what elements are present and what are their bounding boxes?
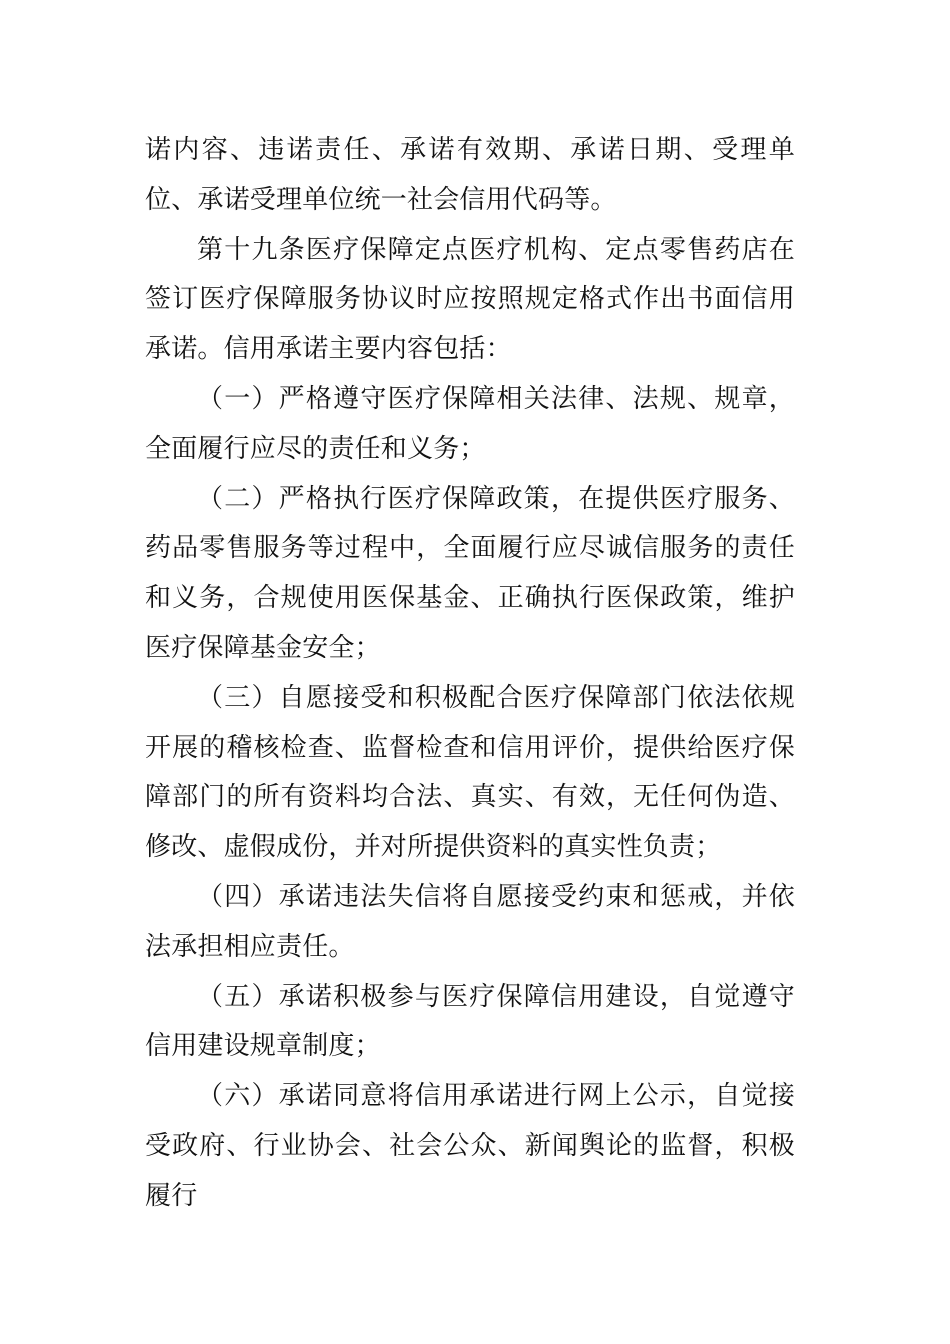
paragraph-item-1: （一）严格遵守医疗保障相关法律、法规、规章，全面履行应尽的责任和义务； (145, 383, 795, 464)
paragraph-item-5: （五）承诺积极参与医疗保障信用建设，自觉遵守信用建设规章制度； (145, 981, 795, 1062)
paragraph-continuation: 诺内容、违诺责任、承诺有效期、承诺日期、受理单位、承诺受理单位统一社会信用代码等。 (145, 135, 795, 215)
paragraph-item-4: （四）承诺违法失信将自愿接受约束和惩戒，并依法承担相应责任。 (145, 881, 795, 962)
paragraph-item-3: （三）自愿接受和积极配合医疗保障部门依法依规开展的稽核检查、监督检查和信用评价，提供给医疗保障部门的所有资料均合法、真实、有效，无任何伪造、修改、虚假成份，并对所提供资料的真实性负责； (145, 682, 795, 863)
paragraph-item-6: （六）承诺同意将信用承诺进行网上公示，自觉接受政府、行业协会、社会公众、新闻舆论的监督，积极履行 (145, 1081, 795, 1211)
paragraph-item-2: （二）严格执行医疗保障政策，在提供医疗服务、药品零售服务等过程中，全面履行应尽诚信服务的责任和义务，合规使用医保基金、正确执行医保政策，维护医疗保障基金安全； (145, 483, 795, 663)
document-body (145, 126, 795, 1222)
paragraph-article-19: 第十九条医疗保障定点医疗机构、定点零售药店在签订医疗保障服务协议时应按照规定格式作出书面信用承诺。信用承诺主要内容包括： (145, 234, 795, 365)
